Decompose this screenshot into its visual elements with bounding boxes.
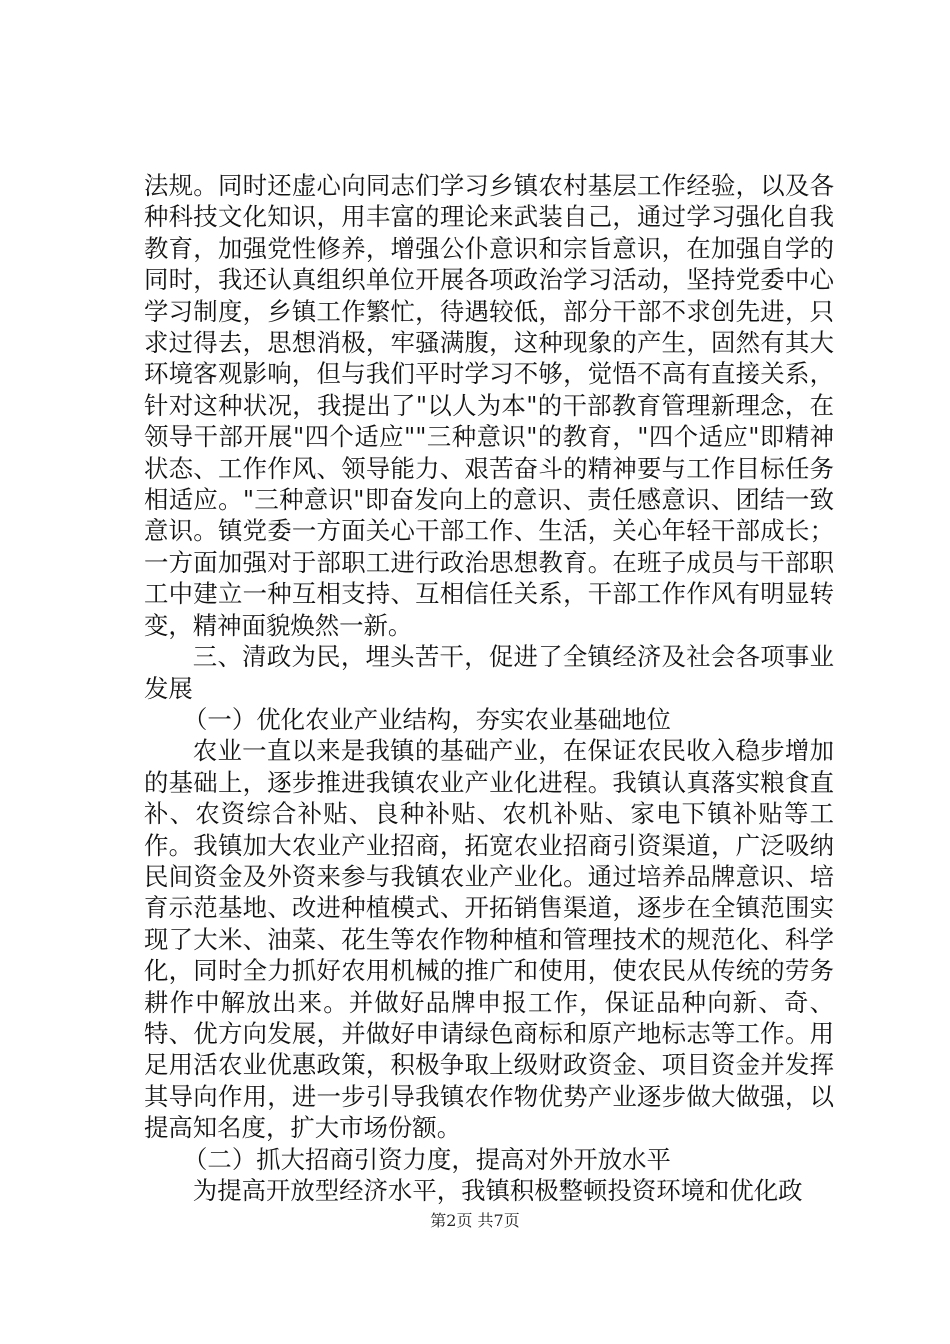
paragraph-opening: 为提高开放型经济水平，我镇积极整顿投资环境和优化政 <box>192 1176 803 1205</box>
document-body <box>144 170 834 1206</box>
paragraph-agriculture: 农业一直以来是我镇的基础产业，在保证农民收入稳步增加的基础上，逐步推进我镇农业产业化进程。我镇认真落实粮食直补、农资综合补贴、良种补贴、农机补贴、家电下镇补贴等工作。我镇加大农业产业招商，拓宽农业招商引资渠道，广泛吸纳民间资金及外资来参与我镇农业产业化。通过培养品牌意识、培育示范基地、改进种植模式、开拓销售渠道，逐步在全镇范围实现了大米、油菜、花生等农作物种植和管理技术的规范化、科学化，同时全力抓好农用机械的推广和使用，使农民从传统的劳务耕作中解放出来。并做好品牌申报工作，保证品种向新、奇、特、优方向发展，并做好申请绿色商标和原产地标志等工作。用足用活农业优惠政策，积极争取上级财政资金、项目资金并发挥其导向作用，进一步引导我镇农作物优势产业逐步做大做强，以提高知名度，扩大市场份额。 <box>144 736 834 1143</box>
subsection-heading-2: （二）抓大招商引资力度，提高对外开放水平 <box>183 1144 671 1174</box>
section-heading-3: 三、清政为民，埋头苦干，促进了全镇经济及社会各项事业发展 <box>144 642 834 703</box>
subsection-heading-1: （一）优化农业产业结构，夯实农业基础地位 <box>183 704 671 734</box>
paragraph-1: 法规。同时还虚心向同志们学习乡镇农村基层工作经验，以及各种科技文化知识，用丰富的理论来武装自己，通过学习强化自我教育，加强党性修养，增强公仆意识和宗旨意识，在加强自学的同时，我还认真组织单位开展各项政治学习活动，坚持党委中心学习制度，乡镇工作繁忙，待遇较低，部分干部不求创先进，只求过得去，思想消极，牢骚满腹，这种现象的产生，固然有其大环境客观影响，但与我们平时学习不够，觉悟不高有直接关系，针对这种状况，我提出了"以人为本"的干部教育管理新理念，在领导干部开展"四个适应""三种意识"的教育，"四个适应"即精神状态、工作作风、领导能力、艰苦奋斗的精神要与工作目标任务相适应。"三种意识"即奋发向上的意识、责任感意识、团结一致意识。镇党委一方面关心干部工作、生活，关心年轻干部成长；一方面加强对于部职工进行政治思想教育。在班子成员与干部职工中建立一种互相支持、互相信任关系，干部工作作风有明显转变，精神面貌焕然一新。 <box>144 171 834 640</box>
page-footer: 第2页 共7页 <box>430 1211 520 1230</box>
